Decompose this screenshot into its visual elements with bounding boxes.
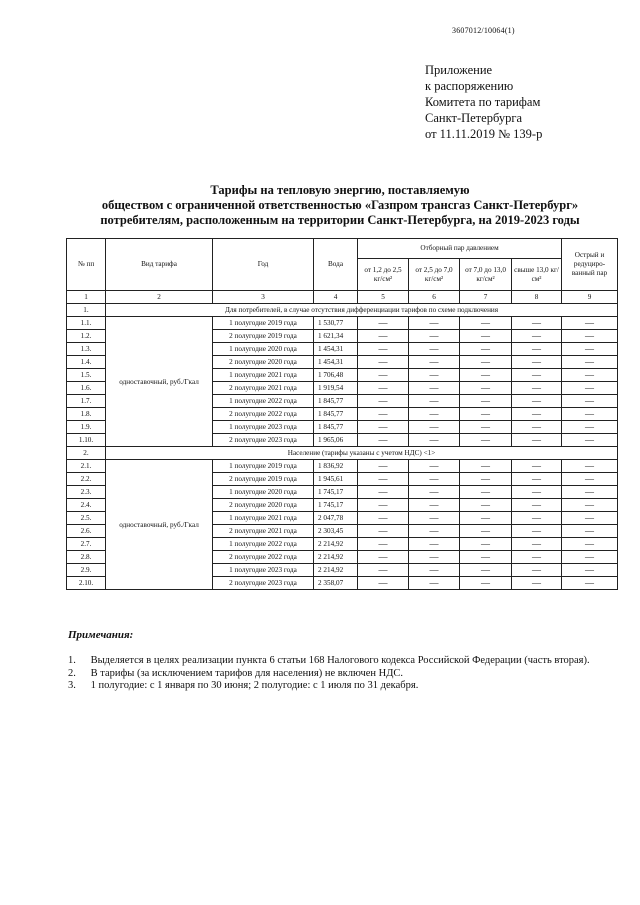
annex-line: от 11.11.2019 № 139-р — [425, 127, 543, 141]
water-tariff: 1 454,31 — [314, 343, 358, 356]
annex-block — [425, 62, 542, 142]
document-title — [60, 183, 620, 228]
period-cell: 2 полугодие 2019 года — [213, 473, 314, 486]
empty-value-dash: — — [409, 382, 460, 395]
column-number-row — [67, 291, 618, 304]
empty-value-dash: — — [358, 564, 409, 577]
title-line: потребителям, расположенным на территории Санкт-Петербурга, на 2019-2023 годы — [100, 213, 580, 227]
notes-list — [68, 655, 590, 693]
empty-value-dash: — — [358, 525, 409, 538]
empty-value-dash: — — [512, 460, 562, 473]
period-cell: 2 полугодие 2021 года — [213, 382, 314, 395]
water-tariff: 2 214,92 — [314, 564, 358, 577]
empty-value-dash: — — [562, 395, 618, 408]
empty-value-dash: — — [358, 551, 409, 564]
empty-value-dash: — — [562, 512, 618, 525]
annex-line: Санкт-Петербурга — [425, 111, 523, 125]
empty-value-dash: — — [512, 577, 562, 590]
water-tariff: 1 845,77 — [314, 408, 358, 421]
note-number: 1. — [68, 655, 76, 666]
empty-value-dash: — — [460, 395, 512, 408]
water-tariff: 1 621,34 — [314, 330, 358, 343]
table-row — [67, 460, 618, 473]
row-number: 1.6. — [67, 382, 106, 395]
water-tariff: 1 454,31 — [314, 356, 358, 369]
empty-value-dash: — — [512, 525, 562, 538]
period-cell: 1 полугодие 2022 года — [213, 538, 314, 551]
row-number: 2.6. — [67, 525, 106, 538]
water-tariff: 2 047,78 — [314, 512, 358, 525]
empty-value-dash: — — [409, 356, 460, 369]
period-cell: 1 полугодие 2020 года — [213, 343, 314, 356]
empty-value-dash: — — [562, 577, 618, 590]
empty-value-dash: — — [409, 434, 460, 447]
section-number: 1. — [67, 304, 106, 317]
empty-value-dash: — — [562, 538, 618, 551]
empty-value-dash: — — [562, 525, 618, 538]
empty-value-dash: — — [512, 421, 562, 434]
empty-value-dash: — — [409, 421, 460, 434]
empty-value-dash: — — [409, 564, 460, 577]
empty-value-dash: — — [460, 434, 512, 447]
empty-value-dash: — — [409, 317, 460, 330]
empty-value-dash: — — [562, 551, 618, 564]
note-item — [68, 680, 590, 693]
empty-value-dash: — — [358, 473, 409, 486]
section-number: 2. — [67, 447, 106, 460]
header-num: № пп — [67, 239, 106, 291]
row-number: 2.3. — [67, 486, 106, 499]
empty-value-dash: — — [562, 460, 618, 473]
empty-value-dash: — — [409, 499, 460, 512]
water-tariff: 1 745,17 — [314, 499, 358, 512]
note-text: 1 полугодие: с 1 января по 30 июня; 2 полугодие: с 1 июля по 31 декабря. — [90, 680, 419, 691]
empty-value-dash: — — [512, 408, 562, 421]
row-number: 1.4. — [67, 356, 106, 369]
empty-value-dash: — — [512, 343, 562, 356]
table-body — [67, 291, 618, 590]
row-number: 1.2. — [67, 330, 106, 343]
empty-value-dash: — — [409, 330, 460, 343]
period-cell: 1 полугодие 2019 года — [213, 460, 314, 473]
period-cell: 2 полугодие 2023 года — [213, 577, 314, 590]
empty-value-dash: — — [512, 486, 562, 499]
empty-value-dash: — — [460, 499, 512, 512]
annex-line: Комитета по тарифам — [425, 95, 541, 109]
header-pressure-4: свыше 13,0 кг/см² — [512, 259, 562, 291]
column-number: 7 — [460, 291, 512, 304]
empty-value-dash: — — [512, 499, 562, 512]
title-line: Тарифы на тепловую энергию, поставляемую — [210, 183, 470, 197]
row-number: 2.5. — [67, 512, 106, 525]
water-tariff: 1 706,48 — [314, 369, 358, 382]
empty-value-dash: — — [358, 460, 409, 473]
row-number: 2.2. — [67, 473, 106, 486]
empty-value-dash: — — [409, 473, 460, 486]
period-cell: 2 полугодие 2020 года — [213, 499, 314, 512]
note-item — [68, 668, 590, 681]
period-cell: 2 полугодие 2020 года — [213, 356, 314, 369]
water-tariff: 1 965,06 — [314, 434, 358, 447]
water-tariff: 1 919,54 — [314, 382, 358, 395]
row-number: 2.9. — [67, 564, 106, 577]
note-text: В тарифы (за исключением тарифов для населения) не включен НДС. — [90, 667, 404, 679]
empty-value-dash: — — [409, 486, 460, 499]
empty-value-dash: — — [562, 434, 618, 447]
empty-value-dash: — — [358, 343, 409, 356]
empty-value-dash: — — [562, 343, 618, 356]
empty-value-dash: — — [512, 317, 562, 330]
row-number: 1.9. — [67, 421, 106, 434]
column-number: 8 — [512, 291, 562, 304]
empty-value-dash: — — [409, 538, 460, 551]
section-title: Для потребителей, в случае отсутствия дифференциации тарифов по схеме подключения — [106, 304, 618, 317]
water-tariff: 2 214,92 — [314, 538, 358, 551]
empty-value-dash: — — [460, 330, 512, 343]
header-water: Вода — [314, 239, 358, 291]
empty-value-dash: — — [409, 369, 460, 382]
row-number: 2.4. — [67, 499, 106, 512]
column-number: 4 — [314, 291, 358, 304]
empty-value-dash: — — [460, 382, 512, 395]
water-tariff: 1 945,61 — [314, 473, 358, 486]
empty-value-dash: — — [358, 486, 409, 499]
period-cell: 2 полугодие 2019 года — [213, 330, 314, 343]
note-number: 2. — [68, 667, 76, 679]
period-cell: 1 полугодие 2023 года — [213, 564, 314, 577]
table-row — [67, 317, 618, 330]
row-number: 1.7. — [67, 395, 106, 408]
annex-line: к распоряжению — [425, 79, 514, 93]
empty-value-dash: — — [358, 499, 409, 512]
empty-value-dash: — — [358, 408, 409, 421]
title-line: обществом с ограниченной ответственностью «Газпром трансгаз Санкт-Петербург» — [101, 198, 579, 212]
period-cell: 2 полугодие 2021 года — [213, 525, 314, 538]
empty-value-dash: — — [512, 512, 562, 525]
empty-value-dash: — — [409, 343, 460, 356]
empty-value-dash: — — [460, 408, 512, 421]
empty-value-dash: — — [358, 577, 409, 590]
empty-value-dash: — — [460, 369, 512, 382]
header-kind: Вид тарифа — [106, 239, 213, 291]
section-title: Население (тарифы указаны с учетом НДС) <1> — [106, 447, 618, 460]
period-cell: 2 полугодие 2022 года — [213, 551, 314, 564]
empty-value-dash: — — [562, 382, 618, 395]
note-number: 3. — [68, 680, 76, 691]
water-tariff: 1 845,77 — [314, 395, 358, 408]
empty-value-dash: — — [562, 408, 618, 421]
empty-value-dash: — — [512, 395, 562, 408]
empty-value-dash: — — [512, 330, 562, 343]
row-number: 1.8. — [67, 408, 106, 421]
column-number: 6 — [409, 291, 460, 304]
header-year: Год — [213, 239, 314, 291]
empty-value-dash: — — [512, 369, 562, 382]
water-tariff: 1 836,92 — [314, 460, 358, 473]
empty-value-dash: — — [562, 473, 618, 486]
empty-value-dash: — — [562, 564, 618, 577]
empty-value-dash: — — [562, 317, 618, 330]
row-number: 1.10. — [67, 434, 106, 447]
tariff-table — [66, 238, 618, 590]
empty-value-dash: — — [460, 317, 512, 330]
period-cell: 1 полугодие 2021 года — [213, 369, 314, 382]
period-cell: 1 полугодие 2020 года — [213, 486, 314, 499]
water-tariff: 1 845,77 — [314, 421, 358, 434]
empty-value-dash: — — [409, 408, 460, 421]
empty-value-dash: — — [460, 356, 512, 369]
empty-value-dash: — — [460, 486, 512, 499]
header-pressure-1: от 1,2 до 2,5 кг/см² — [358, 259, 409, 291]
empty-value-dash: — — [358, 512, 409, 525]
row-number: 2.8. — [67, 551, 106, 564]
empty-value-dash: — — [460, 538, 512, 551]
empty-value-dash: — — [358, 356, 409, 369]
empty-value-dash: — — [358, 538, 409, 551]
period-cell: 1 полугодие 2023 года — [213, 421, 314, 434]
note-item — [68, 655, 590, 668]
section-row — [67, 304, 618, 317]
empty-value-dash: — — [562, 486, 618, 499]
column-number: 1 — [67, 291, 106, 304]
water-tariff: 2 303,45 — [314, 525, 358, 538]
empty-value-dash: — — [358, 395, 409, 408]
empty-value-dash: — — [460, 577, 512, 590]
header-pressure-3: от 7,0 до 13,0 кг/см² — [460, 259, 512, 291]
annex-line: Приложение — [425, 63, 493, 77]
row-number: 2.10. — [67, 577, 106, 590]
period-cell: 1 полугодие 2021 года — [213, 512, 314, 525]
empty-value-dash: — — [512, 564, 562, 577]
tariff-kind: одноставочный, руб./Гкал — [106, 317, 213, 447]
empty-value-dash: — — [460, 512, 512, 525]
empty-value-dash: — — [460, 343, 512, 356]
header-steam-group: Отборный пар давлением — [358, 239, 562, 259]
empty-value-dash: — — [460, 564, 512, 577]
period-cell: 2 полугодие 2022 года — [213, 408, 314, 421]
row-number: 1.1. — [67, 317, 106, 330]
empty-value-dash: — — [460, 551, 512, 564]
empty-value-dash: — — [409, 577, 460, 590]
notes-title: Примечания: — [68, 629, 134, 641]
empty-value-dash: — — [512, 356, 562, 369]
row-number: 2.7. — [67, 538, 106, 551]
empty-value-dash: — — [358, 382, 409, 395]
empty-value-dash: — — [409, 551, 460, 564]
column-number: 5 — [358, 291, 409, 304]
empty-value-dash: — — [562, 369, 618, 382]
empty-value-dash: — — [460, 525, 512, 538]
empty-value-dash: — — [512, 538, 562, 551]
empty-value-dash: — — [460, 421, 512, 434]
empty-value-dash: — — [460, 460, 512, 473]
water-tariff: 1 745,17 — [314, 486, 358, 499]
period-cell: 1 полугодие 2019 года — [213, 317, 314, 330]
header-sharp-steam: Острый и редуциро-ванный пар — [562, 239, 618, 291]
empty-value-dash: — — [512, 382, 562, 395]
row-number: 2.1. — [67, 460, 106, 473]
column-number: 9 — [562, 291, 618, 304]
empty-value-dash: — — [512, 434, 562, 447]
header-pressure-2: от 2,5 до 7,0 кг/см² — [409, 259, 460, 291]
empty-value-dash: — — [460, 473, 512, 486]
empty-value-dash: — — [358, 434, 409, 447]
empty-value-dash: — — [562, 330, 618, 343]
column-number: 3 — [213, 291, 314, 304]
empty-value-dash: — — [512, 473, 562, 486]
note-text: Выделяется в целях реализации пункта 6 статьи 168 Налогового кодекса Российской Федерации (часть вторая). — [90, 655, 590, 666]
document-id: 3607012/10064(1) — [452, 26, 515, 35]
empty-value-dash: — — [409, 525, 460, 538]
empty-value-dash: — — [358, 330, 409, 343]
empty-value-dash: — — [562, 421, 618, 434]
water-tariff: 1 530,77 — [314, 317, 358, 330]
period-cell: 2 полугодие 2023 года — [213, 434, 314, 447]
period-cell: 1 полугодие 2022 года — [213, 395, 314, 408]
tariff-kind: одноставочный, руб./Гкал — [106, 460, 213, 590]
section-row — [67, 447, 618, 460]
empty-value-dash: — — [562, 356, 618, 369]
row-number: 1.3. — [67, 343, 106, 356]
empty-value-dash: — — [358, 317, 409, 330]
empty-value-dash: — — [358, 421, 409, 434]
empty-value-dash: — — [409, 460, 460, 473]
row-number: 1.5. — [67, 369, 106, 382]
empty-value-dash: — — [562, 499, 618, 512]
empty-value-dash: — — [512, 551, 562, 564]
water-tariff: 2 358,07 — [314, 577, 358, 590]
water-tariff: 2 214,92 — [314, 551, 358, 564]
empty-value-dash: — — [358, 369, 409, 382]
empty-value-dash: — — [409, 395, 460, 408]
empty-value-dash: — — [409, 512, 460, 525]
column-number: 2 — [106, 291, 213, 304]
